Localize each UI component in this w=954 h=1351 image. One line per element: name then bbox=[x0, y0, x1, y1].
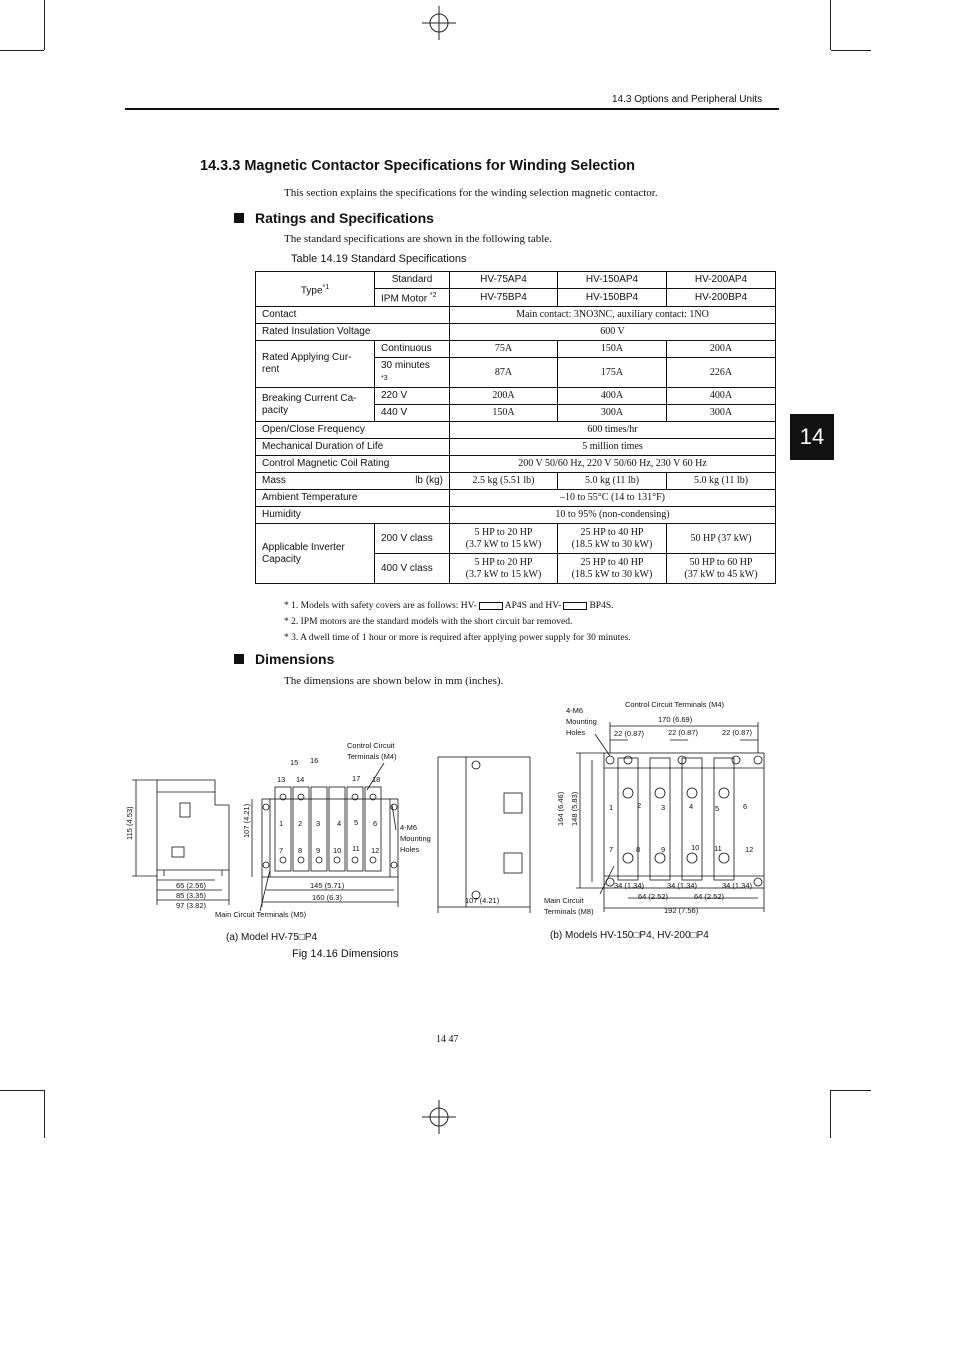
callout: Mounting bbox=[566, 717, 597, 726]
dimensions-intro: The dimensions are shown below in mm (inches). bbox=[284, 675, 504, 687]
dim-label: 22 (0.87) bbox=[614, 729, 645, 738]
terminal-number: 12 bbox=[371, 846, 380, 855]
value-cell: 75A bbox=[450, 341, 558, 358]
terminal-number: 2 bbox=[298, 819, 303, 828]
crop-mark bbox=[830, 1090, 831, 1138]
terminal-number: 15 bbox=[290, 758, 299, 767]
terminal-number: 5 bbox=[354, 818, 359, 827]
terminal-number: 4 bbox=[689, 802, 694, 811]
dim-label: 34 (1.34) bbox=[667, 881, 698, 890]
dim-label: 34 (1.34) bbox=[722, 881, 753, 890]
terminal-number: 1 bbox=[609, 803, 614, 812]
terminal-number: 7 bbox=[609, 845, 614, 854]
callout: Terminals (M8) bbox=[544, 907, 594, 916]
terminal-number: 1 bbox=[279, 819, 284, 828]
page-number: 14 47 bbox=[436, 1034, 459, 1045]
terminal-number: 8 bbox=[636, 845, 641, 854]
crop-mark bbox=[830, 0, 831, 50]
sub-label: Continuous bbox=[375, 341, 450, 358]
row-label: Rated Applying Cur- rent bbox=[256, 341, 375, 388]
row-label: Rated Insulation Voltage bbox=[256, 324, 450, 341]
dim-label: 22 (0.87) bbox=[722, 728, 753, 737]
drawing-model-b bbox=[540, 698, 780, 920]
registration-mark bbox=[422, 1100, 456, 1134]
callout: 4-M6 bbox=[400, 823, 418, 832]
bullet-square-icon bbox=[234, 654, 244, 664]
row-label: Open/Close Frequency bbox=[256, 422, 450, 439]
value-cell: 200A bbox=[667, 341, 776, 358]
callout: Terminals (M4) bbox=[347, 752, 397, 761]
row-label: Mechanical Duration of Life bbox=[256, 439, 450, 456]
dim-label: 107 (4.21) bbox=[242, 803, 251, 838]
row-label: Applicable Inverter Capacity bbox=[256, 524, 375, 584]
spec-table bbox=[255, 271, 776, 584]
terminal-number: 11 bbox=[714, 844, 722, 853]
value-cell: 50 HP to 60 HP (37 kW to 45 kW) bbox=[667, 554, 776, 584]
terminal-number: 13 bbox=[277, 775, 286, 784]
terminal-number: 5 bbox=[715, 804, 720, 813]
sub-label: 30 minutes *3 bbox=[375, 358, 450, 388]
terminal-number: 9 bbox=[661, 845, 666, 854]
sub-label: 220 V bbox=[375, 388, 450, 405]
value-cell: 400A bbox=[558, 388, 667, 405]
caption-a: (a) Model HV-75□P4 bbox=[226, 932, 318, 943]
value-cell: 5.0 kg (11 lb) bbox=[667, 473, 776, 490]
dim-label: 107 (4.21) bbox=[465, 896, 500, 905]
dim-label: 64 (2.52) bbox=[694, 892, 725, 901]
chapter-tab: 14 bbox=[790, 414, 834, 460]
dim-label: 148 (5.83) bbox=[570, 791, 579, 826]
table-caption: Table 14.19 Standard Specifications bbox=[291, 253, 467, 265]
blank-box bbox=[479, 602, 503, 610]
sub-label: 440 V bbox=[375, 405, 450, 422]
value-cell: 25 HP to 40 HP (18.5 kW to 30 kW) bbox=[558, 554, 667, 584]
bullet-square-icon bbox=[234, 213, 244, 223]
terminal-number: 10 bbox=[333, 846, 342, 855]
blank-box bbox=[563, 602, 587, 610]
terminal-number: 10 bbox=[691, 843, 700, 852]
model-cell: HV-150AP4 bbox=[558, 272, 667, 289]
value-cell: 200A bbox=[450, 388, 558, 405]
crop-mark bbox=[0, 1090, 44, 1091]
header-rule bbox=[125, 108, 779, 110]
type-cell: Type$^{*1}$ bbox=[256, 272, 375, 307]
terminal-number: 6 bbox=[743, 802, 748, 811]
terminal-number: 17 bbox=[352, 774, 361, 783]
row-label: Ambient Temperature bbox=[256, 490, 450, 507]
model-cell: HV-75BP4 bbox=[450, 289, 558, 307]
ratings-intro: The standard specifications are shown in the following table. bbox=[284, 233, 552, 245]
value-cell: 300A bbox=[558, 405, 667, 422]
figure-caption: Fig 14.16 Dimensions bbox=[292, 948, 399, 960]
row-label: Breaking Current Ca- pacity bbox=[256, 388, 375, 422]
dim-label: 85 (3.35) bbox=[176, 891, 207, 900]
row-label: Humidity bbox=[256, 507, 450, 524]
model-cell: HV-200AP4 bbox=[667, 272, 776, 289]
model-cell: HV-200BP4 bbox=[667, 289, 776, 307]
sub-label: 400 V class bbox=[375, 554, 450, 584]
callout: Holes bbox=[400, 845, 420, 854]
terminal-number: 2 bbox=[637, 801, 642, 810]
dim-label: 34 (1.34) bbox=[614, 881, 645, 890]
callout: Main Circuit bbox=[544, 896, 584, 905]
terminal-number: 4 bbox=[337, 819, 342, 828]
crop-mark bbox=[0, 50, 44, 51]
value-cell: 50 HP (37 kW) bbox=[667, 524, 776, 554]
terminal-number: 9 bbox=[316, 846, 321, 855]
row-value: –10 to 55°C (14 to 131°F) bbox=[450, 490, 776, 507]
footnote-1: * 1. Models with safety covers are as follows: HV- AP4S and HV- BP4S. bbox=[284, 601, 614, 611]
terminal-number: 3 bbox=[316, 819, 321, 828]
value-cell: 175A bbox=[558, 358, 667, 388]
dimensions-heading bbox=[234, 651, 334, 667]
dimensions-heading-text: Dimensions bbox=[255, 651, 335, 667]
row-value: 10 to 95% (non-condensing) bbox=[450, 507, 776, 524]
crop-mark bbox=[831, 1090, 871, 1091]
row-label: Mass lb (kg) bbox=[256, 473, 450, 490]
terminal-number: 8 bbox=[298, 846, 303, 855]
callout: Control Circuit Terminals (M4) bbox=[625, 700, 725, 709]
dim-label: 65 (2.56) bbox=[176, 881, 207, 890]
terminal-number: 7 bbox=[279, 846, 284, 855]
callout: Holes bbox=[566, 728, 586, 737]
caption-b: (b) Models HV-150□P4, HV-200□P4 bbox=[550, 930, 709, 941]
row-value: 5 million times bbox=[450, 439, 776, 456]
value-cell: 400A bbox=[667, 388, 776, 405]
terminal-number: 14 bbox=[296, 775, 305, 784]
footnote-2: * 2. IPM motors are the standard models with the short circuit bar removed. bbox=[284, 617, 573, 627]
dim-label: 22 (0.87) bbox=[668, 728, 699, 737]
row-value: Main contact: 3NO3NC, auxiliary contact: 1NO bbox=[450, 307, 776, 324]
value-cell: 5 HP to 20 HP (3.7 kW to 15 kW) bbox=[450, 554, 558, 584]
terminal-number: 18 bbox=[372, 775, 381, 784]
crop-mark bbox=[831, 50, 871, 51]
model-cell: HV-75AP4 bbox=[450, 272, 558, 289]
model-cell: HV-150BP4 bbox=[558, 289, 667, 307]
dim-label: 164 (6.46) bbox=[556, 791, 565, 826]
row-value: 600 V bbox=[450, 324, 776, 341]
row-value: 600 times/hr bbox=[450, 422, 776, 439]
dim-label: 145 (5.71) bbox=[310, 881, 345, 890]
dim-label: 160 (6.3) bbox=[312, 893, 343, 902]
callout: Main Circuit Terminals (M5) bbox=[215, 910, 307, 919]
running-header: 14.3 Options and Peripheral Units bbox=[612, 94, 763, 105]
callout: 4-M6 bbox=[566, 706, 584, 715]
ratings-heading bbox=[234, 210, 434, 226]
value-cell: 150A bbox=[450, 405, 558, 422]
value-cell: 5 HP to 20 HP (3.7 kW to 15 kW) bbox=[450, 524, 558, 554]
terminal-number: 11 bbox=[352, 844, 360, 853]
standard-label: Standard bbox=[375, 272, 450, 289]
value-cell: 226A bbox=[667, 358, 776, 388]
row-label: Contact bbox=[256, 307, 450, 324]
callout: Mounting bbox=[400, 834, 431, 843]
value-cell: 300A bbox=[667, 405, 776, 422]
ratings-heading-text: Ratings and Specifications bbox=[255, 210, 434, 226]
drawing-model-a bbox=[120, 735, 540, 920]
value-cell: 87A bbox=[450, 358, 558, 388]
terminal-number: 6 bbox=[373, 819, 378, 828]
ipm-label: IPM Motor $^{*2}$ bbox=[375, 289, 450, 307]
registration-mark bbox=[422, 6, 456, 40]
section-intro: This section explains the specifications for the winding selection magnetic contactor. bbox=[284, 187, 658, 199]
value-cell: 150A bbox=[558, 341, 667, 358]
value-cell: 2.5 kg (5.51 lb) bbox=[450, 473, 558, 490]
row-label: Control Magnetic Coil Rating bbox=[256, 456, 450, 473]
dim-label: 170 (6.69) bbox=[658, 715, 693, 724]
value-cell: 25 HP to 40 HP (18.5 kW to 30 kW) bbox=[558, 524, 667, 554]
dim-label: 115 (4.53) bbox=[125, 806, 134, 840]
callout: Control Circuit bbox=[347, 741, 395, 750]
footnote-3: * 3. A dwell time of 1 hour or more is required after applying power supply for 30 minutes. bbox=[284, 633, 631, 643]
dim-label: 97 (3.82) bbox=[176, 901, 207, 910]
dim-label: 64 (2.52) bbox=[638, 892, 669, 901]
terminal-number: 12 bbox=[745, 845, 754, 854]
section-title: 14.3.3 Magnetic Contactor Specifications for Winding Selection bbox=[200, 158, 635, 174]
sub-label: 200 V class bbox=[375, 524, 450, 554]
crop-mark bbox=[44, 1090, 45, 1138]
terminal-number: 3 bbox=[661, 803, 666, 812]
terminal-number: 16 bbox=[310, 756, 319, 765]
dim-label: 192 (7.56) bbox=[664, 906, 699, 915]
crop-mark bbox=[44, 0, 45, 50]
value-cell: 5.0 kg (11 lb) bbox=[558, 473, 667, 490]
row-value: 200 V 50/60 Hz, 220 V 50/60 Hz, 230 V 60 Hz bbox=[450, 456, 776, 473]
